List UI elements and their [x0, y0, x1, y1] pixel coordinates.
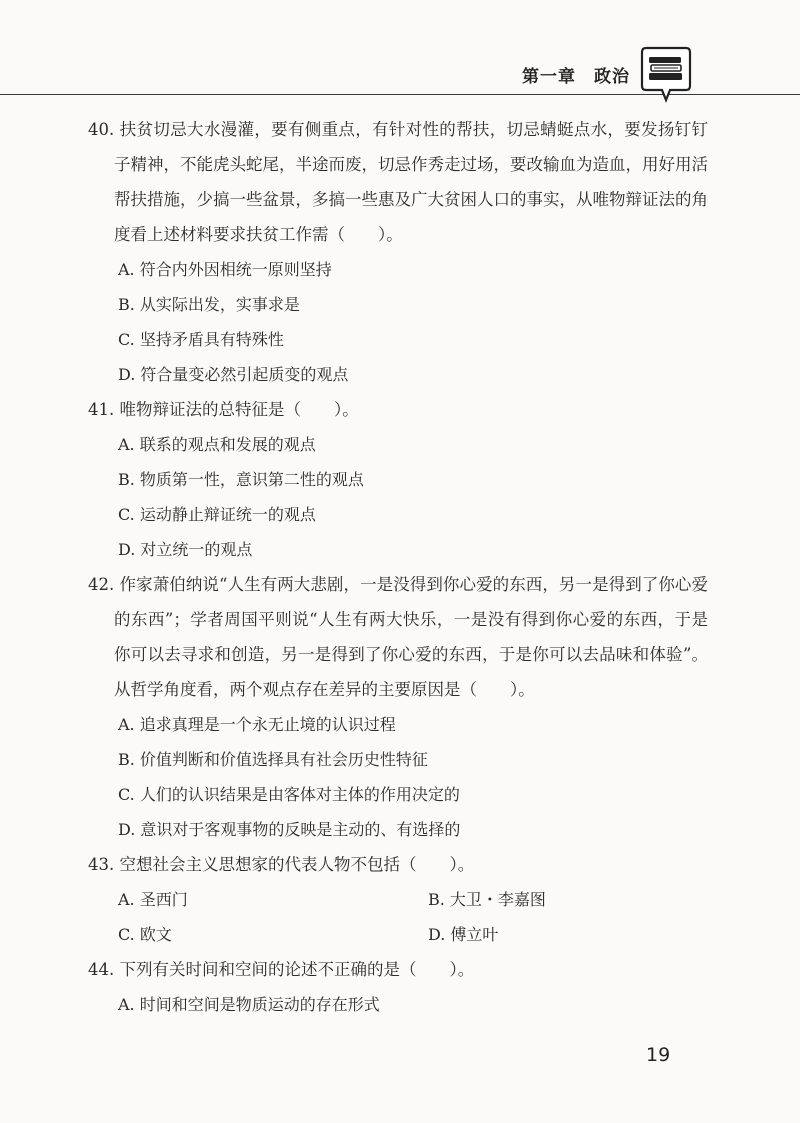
question-41 [88, 392, 708, 567]
option-d: D. 符合量变必然引起质变的观点 [118, 365, 349, 384]
question-text: 44. 下列有关时间和空间的论述不正确的是（ ）。 [88, 960, 475, 979]
option-c: C. 坚持矛盾具有特殊性 [118, 330, 284, 349]
question-text: 41. 唯物辩证法的总特征是（ ）。 [88, 400, 359, 419]
question-text: 43. 空想社会主义思想家的代表人物不包括（ ）。 [88, 855, 475, 874]
question-text: 42. 作家萧伯纳说“人生有两大悲剧，一是没得到你心爱的东西，另一是得到了你心爱的东西”；学者周国平则说“人生有两大快乐，一是没有得到你心爱的东西，于是你可以去寻求和创造，另一是得到了你心爱的东西，于是你可以去品味和体验”。从哲学角度看，两个观点存在差异的主要原因是（ ）。 [88, 575, 708, 699]
page-header [0, 0, 800, 100]
page-number: 19 [646, 1044, 671, 1066]
option-b: B. 大卫・李嘉图 [428, 890, 546, 909]
option-c: C. 运动静止辩证统一的观点 [118, 505, 316, 524]
option-d: D. 意识对于客观事物的反映是主动的、有选择的 [118, 820, 461, 839]
option-grid [88, 882, 708, 952]
option-a: A. 符合内外因相统一原则坚持 [118, 260, 332, 279]
option-b: B. 价值判断和价值选择具有社会历史性特征 [118, 750, 428, 769]
chapter-title: 第一章 政治 [522, 67, 630, 87]
option-d: D. 傅立叶 [428, 925, 499, 944]
question-42 [88, 567, 708, 847]
option-d: D. 对立统一的观点 [118, 540, 253, 559]
option-a: A. 圣西门 [118, 890, 188, 909]
option-a: A. 联系的观点和发展的观点 [118, 435, 316, 454]
option-a: A. 时间和空间是物质运动的存在形式 [118, 995, 380, 1014]
question-text: 40. 扶贫切忌大水漫灌，要有侧重点，有针对性的帮扶，切忌蜻蜓点水，要发扬钉钉子精神，不能虎头蛇尾，半途而废，切忌作秀走过场，要改输血为造血，用好用活帮扶措施，少搞一些盆景，多搞一些惠及广大贫困人口的事实，从唯物辩证法的角度看上述材料要求扶贫工作需（ ）。 [88, 120, 708, 244]
question-43 [88, 847, 708, 952]
question-list [88, 112, 708, 1022]
option-b: B. 物质第一性，意识第二性的观点 [118, 470, 364, 489]
option-c: C. 欧文 [118, 925, 172, 944]
option-a: A. 追求真理是一个永无止境的认识过程 [118, 715, 396, 734]
option-b: B. 从实际出发，实事求是 [118, 295, 300, 314]
option-c: C. 人们的认识结果是由客体对主体的作用决定的 [118, 785, 460, 804]
question-40 [88, 112, 708, 392]
books-icon [640, 46, 692, 106]
question-44 [88, 952, 708, 1022]
